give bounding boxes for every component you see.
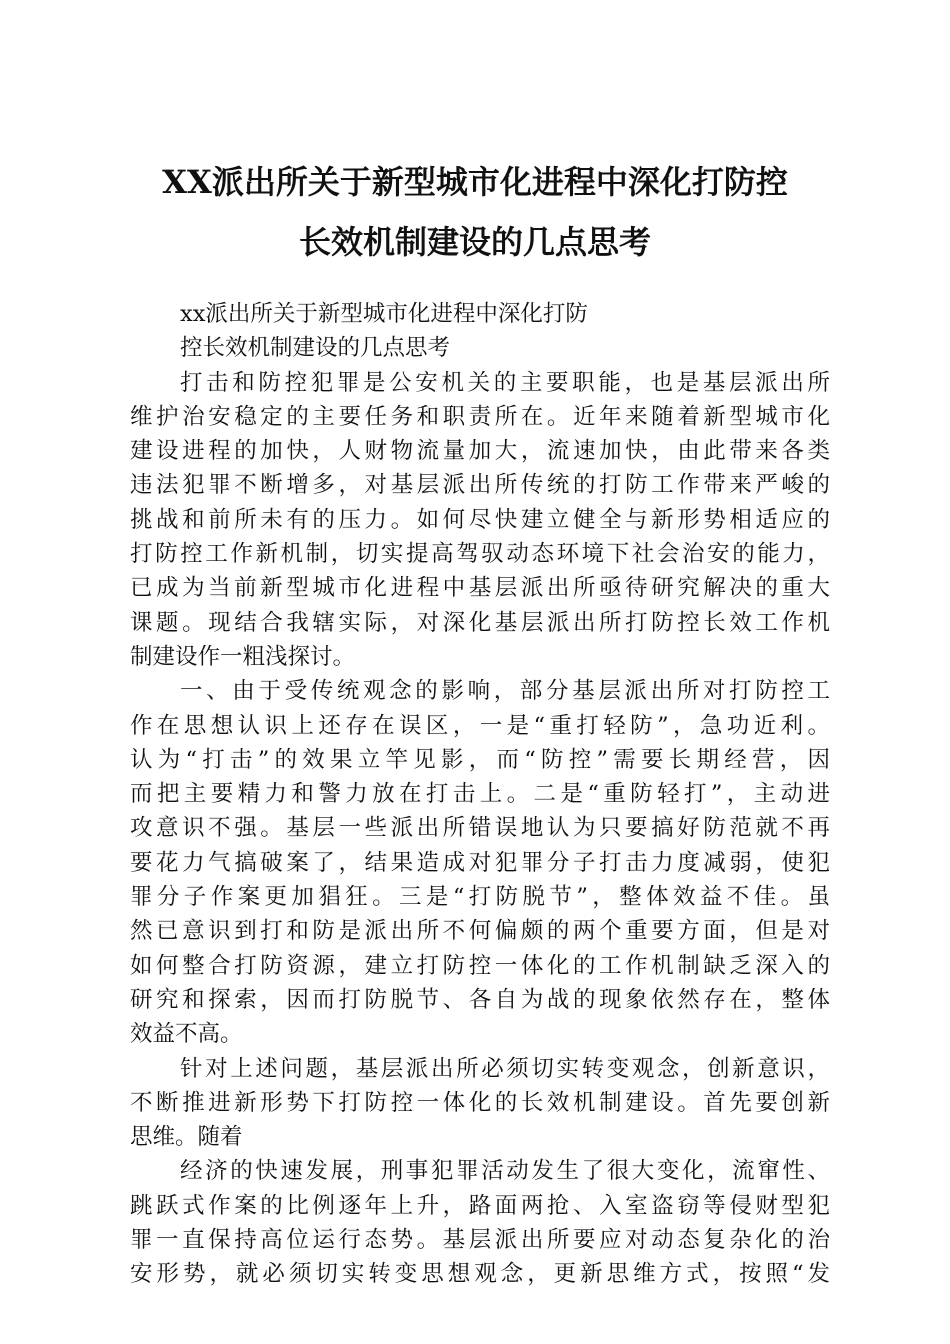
body-text-line: 罪分子作案更加猖狂。三是“打防脱节”，整体效益不佳。虽 bbox=[130, 884, 830, 911]
body-text-line: 跳跃式作案的比例逐年上升，路面两抢、入室盗窃等侵财型犯 bbox=[130, 1192, 830, 1219]
body-text-line: xx派出所关于新型城市化进程中深化打防 bbox=[180, 301, 588, 327]
body-text-line: 打防控工作新机制，切实提高驾驭动态环境下社会治安的能力， bbox=[130, 541, 830, 568]
body-text-line: 效益不高。 bbox=[130, 1021, 243, 1048]
body-text-line: 制建设作一粗浅探讨。 bbox=[130, 643, 356, 670]
body-text-line: 然已意识到打和防是派出所不何偏颇的两个重要方面，但是对 bbox=[130, 918, 830, 945]
body-text-line: 针对上述问题，基层派出所必须切实转变观念，创新意识， bbox=[180, 1055, 830, 1082]
document-body bbox=[130, 297, 830, 1292]
body-text-line: 研究和探索，因而打防脱节、各自为战的现象依然存在，整体 bbox=[130, 986, 830, 1013]
document-title-line-2: 长效机制建设的几点思考 bbox=[298, 223, 651, 261]
body-text-line: 打击和防控犯罪是公安机关的主要职能，也是基层派出所 bbox=[180, 369, 830, 396]
body-text-line: 挑战和前所未有的压力。如何尽快建立健全与新形势相适应的 bbox=[130, 506, 830, 533]
body-text-line: 思维。随着 bbox=[130, 1124, 243, 1151]
body-text-line: 要花力气搞破案了，结果造成对犯罪分子打击力度减弱，使犯 bbox=[130, 849, 830, 876]
body-text-line: 而把主要精力和警力放在打击上。二是“重防轻打”，主动进 bbox=[130, 781, 830, 808]
body-text-line: 一、由于受传统观念的影响，部分基层派出所对打防控工 bbox=[180, 678, 830, 705]
body-text-line: 攻意识不强。基层一些派出所错误地认为只要搞好防范就不再 bbox=[130, 815, 830, 842]
body-text-line: 安形势，就必须切实转变思想观念，更新思维方式，按照“发 bbox=[130, 1261, 830, 1288]
body-text-line: 罪一直保持高位运行态势。基层派出所要应对动态复杂化的治 bbox=[130, 1227, 830, 1254]
body-text-line: 作在思想认识上还存在误区，一是“重打轻防”，急功近利。 bbox=[130, 712, 830, 739]
body-text-line: 建设进程的加快，人财物流量加大，流速加快，由此带来各类 bbox=[130, 438, 830, 465]
body-text-line: 控长效机制建设的几点思考 bbox=[180, 335, 451, 362]
body-text-line: 维护治安稳定的主要任务和职责所在。近年来随着新型城市化 bbox=[130, 403, 830, 430]
document-title-line-1: XX派出所关于新型城市化进程中深化打防控 bbox=[162, 163, 788, 201]
body-text-line: 经济的快速发展，刑事犯罪活动发生了很大变化，流窜性、 bbox=[180, 1158, 830, 1185]
body-text-line: 不断推进新形势下打防控一体化的长效机制建设。首先要创新 bbox=[130, 1089, 830, 1116]
body-text-line: 课题。现结合我辖实际，对深化基层派出所打防控长效工作机 bbox=[130, 609, 830, 636]
body-text-line: 如何整合打防资源，建立打防控一体化的工作机制缺乏深入的 bbox=[130, 952, 830, 979]
body-text-line: 违法犯罪不断增多，对基层派出所传统的打防工作带来严峻的 bbox=[130, 472, 830, 499]
body-text-line: 已成为当前新型城市化进程中基层派出所亟待研究解决的重大 bbox=[130, 575, 830, 602]
body-text-line: 认为“打击”的效果立竿见影，而“防控”需要长期经营，因 bbox=[130, 746, 830, 773]
